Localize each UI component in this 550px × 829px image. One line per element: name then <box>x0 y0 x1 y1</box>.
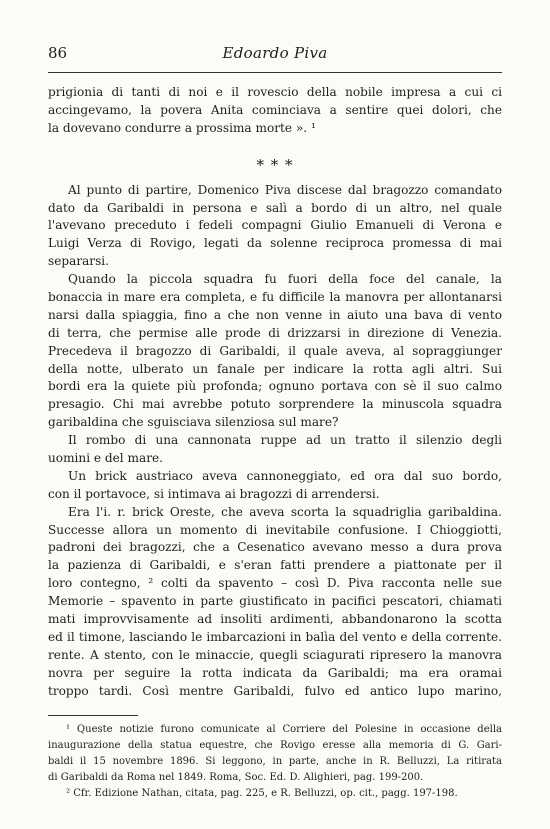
text-line: l'avevano preceduto i fedeli compagni Giulio Emanueli di Verona e <box>48 218 502 233</box>
text-line: con il portavoce, si intimava ai bragozzi di arrendersi. <box>48 486 380 501</box>
running-title: Edoardo Piva <box>222 44 328 62</box>
footnote-line: inaugurazione della statua equestre, che Rovigo eresse alla memoria di G. Gari- <box>48 740 502 751</box>
text-line: Memorie – spavento in parte giustificato in pacifici pescatori, chiamati <box>48 594 502 609</box>
text-line: Un brick austriaco aveva cannoneggiato, ed ora dal suo bordo, <box>68 468 502 483</box>
text-line: loro contegno, ² colti da spavento – così D. Piva racconta nelle sue <box>48 576 502 591</box>
text-line: bordi era la quiete più profonda; ognuno portava con sè il suo calmo <box>48 379 502 394</box>
header-rule <box>48 72 502 73</box>
text-line: dato da Garibaldi in persona e salì a bordo di un altro, nel quale <box>48 200 502 215</box>
text-line: garibaldina che sguisciava silenziosa sul mare? <box>48 415 339 430</box>
text-line: presagio. Chi mai avrebbe potuto sorprendere la minuscola squadra <box>48 397 502 412</box>
text-line: di terra, che permise alle prode di drizzarsi in direzione di Venezia. <box>48 325 502 340</box>
text-line: mati improvvisamente ad insoliti ardimenti, abbandonarono la scotta <box>48 612 502 627</box>
text-line: novra per seguire la rotta indicata da Garibaldi; ma era oramai <box>48 665 502 680</box>
footnote-line: ² Cfr. Edizione Nathan, citata, pag. 225, e R. Belluzzi, op. cit., pagg. 197-198. <box>66 788 458 799</box>
text-line: bonaccia in mare era completa, e fu difficile la manovra per allontanarsi <box>48 290 502 305</box>
text-line: Il rombo di una cannonata ruppe ad un tratto il silenzio degli <box>68 433 502 448</box>
footnote-line: di Garibaldi da Roma nel 1849. Roma, Soc. Ed. D. Alighieri, pag. 199-200. <box>48 772 424 783</box>
text-line: narsi dalla spiaggia, fino a che non venne in aiuto una bava di vento <box>48 307 502 322</box>
text-line: la pazienza di Garibaldi, e s'eran fatti prendere a piattonate per il <box>48 558 502 573</box>
footnote-line: baldi il 15 novembre 1896. Si leggono, in parte, anche in R. Belluzzi, La ritirata <box>48 756 502 767</box>
text-line: Al punto di partire, Domenico Piva discese dal bragozzo comandato <box>68 182 502 197</box>
page-header <box>48 44 502 64</box>
text-line: accingevamo, la povera Anita cominciava a sentire quei dolori, che <box>48 102 502 117</box>
text-line: Precedeva il bragozzo di Garibaldi, il quale aveva, al sopraggiunger <box>48 343 502 358</box>
text-line: Successe allora un momento di inevitabile confusione. I Chioggiotti, <box>48 522 502 537</box>
text-line: troppo tardi. Così mentre Garibaldi, fulvo ed antico lupo marino, <box>48 683 502 698</box>
text-line: ed il timone, lasciando le imbarcazioni in balìa del vento e della corrente. <box>48 629 502 644</box>
section-break: * * * <box>256 155 294 174</box>
page-number: 86 <box>48 44 68 62</box>
text-line: padroni dei bragozzi, che a Cesenatico avevano messo a dura prova <box>48 540 502 555</box>
text-line: Era l'i. r. brick Oreste, che aveva scorta la squadriglia garibaldina. <box>68 504 502 519</box>
text-line: uomini e del mare. <box>48 451 163 466</box>
footnote-rule <box>48 715 138 716</box>
footnote-line: ¹ Queste notizie furono comunicate al Corriere del Polesine in occasione della <box>66 724 502 735</box>
body-text <box>48 84 502 701</box>
footnotes <box>48 722 502 802</box>
text-line: separarsi. <box>48 254 110 269</box>
text-line: della notte, ulberato un fanale per indicare la rotta agli altri. Sui <box>48 361 502 376</box>
text-line: rente. A stento, con le minaccie, quegli sciagurati ripresero la manovra <box>48 647 502 662</box>
text-line: la dovevano condurre a prossima morte ». ¹ <box>48 120 316 135</box>
text-line: prigionia di tanti di noi e il rovescio della nobile impresa a cui ci <box>48 85 502 99</box>
text-line: Luigi Verza di Rovigo, legati da solenne reciproca promessa di mai <box>48 236 502 251</box>
text-line: Quando la piccola squadra fu fuori della foce del canale, la <box>68 272 502 287</box>
